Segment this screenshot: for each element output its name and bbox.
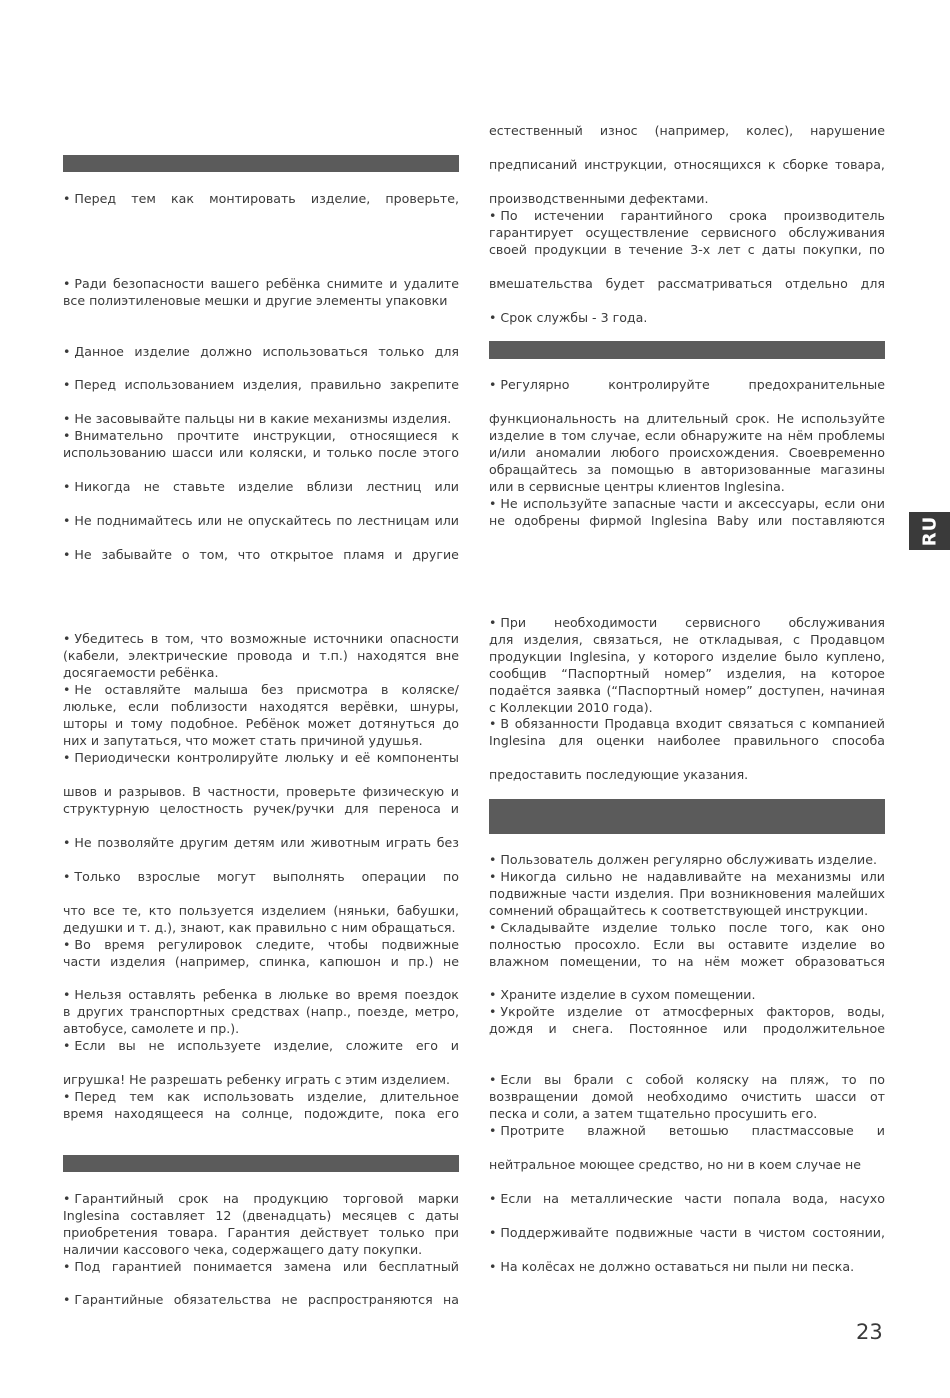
text-line: • Не позволяйте другим детям или животным играть без xyxy=(63,835,459,850)
text-line: производственными дефектами. xyxy=(489,191,709,206)
text-line: • Ради безопасности вашего ребёнка снимите и удалите xyxy=(63,276,459,291)
text-line: • Перед тем как монтировать изделие, проверьте, xyxy=(63,191,459,206)
text-line: автобусе, самолете и пр.). xyxy=(63,1021,240,1036)
text-line: время находящееся на солнце, подождите, пока его xyxy=(63,1106,459,1121)
text-line: • На колёсах не должно оставаться ни пыли ни песка. xyxy=(489,1259,855,1274)
text-line: возвращении домой необходимо очистить шасси от xyxy=(489,1089,885,1104)
language-tab xyxy=(909,512,950,550)
text-line: • Не оставляйте малыша без присмотра в коляске/ xyxy=(63,682,459,697)
page-number: 23 xyxy=(856,1320,883,1344)
text-line: • Перед тем как использовать изделие, длительное xyxy=(63,1089,459,1104)
text-line: предоставить последующие указания. xyxy=(489,767,749,782)
text-line: • Периодически контролируйте люльку и её компоненты xyxy=(63,750,459,765)
text-line: • Не забывайте о том, что открытое пламя и другие xyxy=(63,547,459,562)
text-line: • Протрите влажной ветошью пластмассовые и xyxy=(489,1123,885,1138)
text-line: досягаемости ребёнка. xyxy=(63,665,219,680)
text-line: • Срок службы - 3 года. xyxy=(489,310,648,325)
text-line: дождя и снега. Постоянное или продолжительное xyxy=(489,1021,885,1036)
text-line: люльке, если поблизости находятся верёвки, шнуры, xyxy=(63,699,459,714)
text-line: полностью просохло. Если вы оставите изделие во xyxy=(489,937,885,952)
text-line: • Внимательно прочтите инструкции, относящиеся к xyxy=(63,428,459,443)
text-line: • Если вы брали с собой коляску на пляж, то по xyxy=(489,1072,885,1087)
section-header-bar xyxy=(63,155,459,172)
text-line: • Только взрослые могут выполнять операции по xyxy=(63,869,459,884)
text-line: функциональность на длительный срок. Не используйте xyxy=(489,411,885,426)
text-line: • Не поднимайтесь или не опускайтесь по лестницам или xyxy=(63,513,459,528)
text-line: • По истечении гарантийного срока производитель xyxy=(489,208,885,223)
text-line: • При необходимости сервисного обслуживания xyxy=(489,615,885,630)
section-header-bar xyxy=(489,341,885,359)
text-line: • Если на металлические части попала вода, насухо xyxy=(489,1191,885,1206)
text-line: дедушки и т. д.), знают, как правильно с ним обращаться. xyxy=(63,920,456,935)
text-line: швов и разрывов. В частности, проверьте физическую и xyxy=(63,784,459,799)
text-line: • Не используйте запасные части и аксессуары, если они xyxy=(489,496,885,511)
text-line: сообщив “Паспортный номер” изделия, на которое xyxy=(489,666,885,681)
text-line: • В обязанности Продавца входит связаться с компанией xyxy=(489,716,885,731)
text-line: в других транспортных средствах (напр., поезде, метро, xyxy=(63,1004,459,1019)
text-line: продукции Inglesina, у которого изделие было куплено, xyxy=(489,649,885,664)
text-line: них и запутаться, что может стать причиной удушья. xyxy=(63,733,423,748)
text-line: предписаний инструкции, относящихся к сборке товара, xyxy=(489,157,885,172)
text-line: • Если вы не используете изделие, сложите его и xyxy=(63,1038,459,1053)
text-line: что все те, кто пользуется изделием (няньки, бабушки, xyxy=(63,903,459,918)
text-line: все полиэтиленовые мешки и другие элементы упаковки xyxy=(63,293,448,308)
text-line: • Гарантийный срок на продукцию торговой марки xyxy=(63,1191,459,1206)
text-line: • Никогда сильно не надавливайте на механизмы или xyxy=(489,869,885,884)
text-line: • Гарантийные обязательства не распространяются на xyxy=(63,1292,459,1307)
text-line: • Храните изделие в сухом помещении. xyxy=(489,987,756,1002)
text-line: гарантирует осуществление сервисного обслуживания xyxy=(489,225,885,240)
text-line: • Укройте изделие от атмосферных факторов, воды, xyxy=(489,1004,885,1019)
text-line: игрушка! Не разрешать ребенку играть с этим изделием. xyxy=(63,1072,451,1087)
text-line: • Складывайте изделие только после того, как оно xyxy=(489,920,885,935)
text-line: части изделия (например, спинка, капюшон и пр.) не xyxy=(63,954,459,969)
text-line: использованию шасси или коляски, и только после этого xyxy=(63,445,459,460)
text-line: влажном помещении, то на нём может образоваться xyxy=(489,954,885,969)
text-line: наличии кассового чека, содержащего дату покупки. xyxy=(63,1242,423,1257)
text-line: • Убедитесь в том, что возможные источники опасности xyxy=(63,631,459,646)
text-line: нейтральное моющее средство, но ни в коем случае не xyxy=(489,1157,861,1172)
section-header-bar xyxy=(489,799,885,834)
text-line: • Под гарантией понимается замена или бесплатный xyxy=(63,1259,459,1274)
text-line: своей продукции в течение 3-х лет с даты покупки, по xyxy=(489,242,885,257)
text-line: Inglesina составляет 12 (двенадцать) месяцев с даты xyxy=(63,1208,459,1223)
text-line: приобретения товара. Гарантия действует только при xyxy=(63,1225,459,1240)
text-line: для изделия, связаться, не откладывая, с Продавцом xyxy=(489,632,885,647)
text-line: структурную целостность ручек/ручки для переноса и xyxy=(63,801,459,816)
text-line: сомнений обращайтесь к соответствующей инструкции. xyxy=(489,903,869,918)
text-line: • Регулярно контролируйте предохранительные xyxy=(489,377,885,392)
text-line: не одобрены фирмой Inglesina Baby или поставляются xyxy=(489,513,885,528)
text-line: • Перед использованием изделия, правильно закрепите xyxy=(63,377,459,392)
text-line: • Никогда не ставьте изделие вблизи лестниц или xyxy=(63,479,459,494)
text-line: • Во время регулировок следите, чтобы подвижные xyxy=(63,937,459,952)
language-tab-label: RU xyxy=(919,515,940,547)
text-line: • Пользователь должен регулярно обслуживать изделие. xyxy=(489,852,877,867)
text-line: естественный износ (например, колес), нарушение xyxy=(489,123,885,138)
text-line: подаётся заявка (“Паспортный номер” доступен, начиная xyxy=(489,683,885,698)
text-line: • Поддерживайте подвижные части в чистом состоянии, xyxy=(489,1225,885,1240)
text-line: изделие в том случае, если обнаружите на нём проблемы xyxy=(489,428,885,443)
text-line: с Коллекции 2010 года). xyxy=(489,700,653,715)
text-line: • Не засовывайте пальцы ни в какие механизмы изделия. xyxy=(63,411,452,426)
text-line: • Данное изделие должно использоваться только для xyxy=(63,344,459,359)
section-header-bar xyxy=(63,1155,459,1172)
text-line: шторы и тому подобное. Ребёнок может дотянуться до xyxy=(63,716,459,731)
text-line: подвижные части изделия. При возникновения малейших xyxy=(489,886,885,901)
text-line: Inglesina для оценки наиболее правильного способа xyxy=(489,733,885,748)
text-line: • Нельзя оставлять ребенка в люльке во время поездок xyxy=(63,987,459,1002)
text-line: обращайтесь за помощью в авторизованные магазины xyxy=(489,462,885,477)
text-line: (кабели, электрические провода и т.п.) находятся вне xyxy=(63,648,459,663)
text-line: вмешательства будет рассматриваться отдельно для xyxy=(489,276,885,291)
text-line: и/или аномалии любого происхождения. Своевременно xyxy=(489,445,885,460)
text-line: песка и соли, а затем тщательно просушить его. xyxy=(489,1106,818,1121)
text-line: или в сервисные центры клиентов Inglesina. xyxy=(489,479,785,494)
